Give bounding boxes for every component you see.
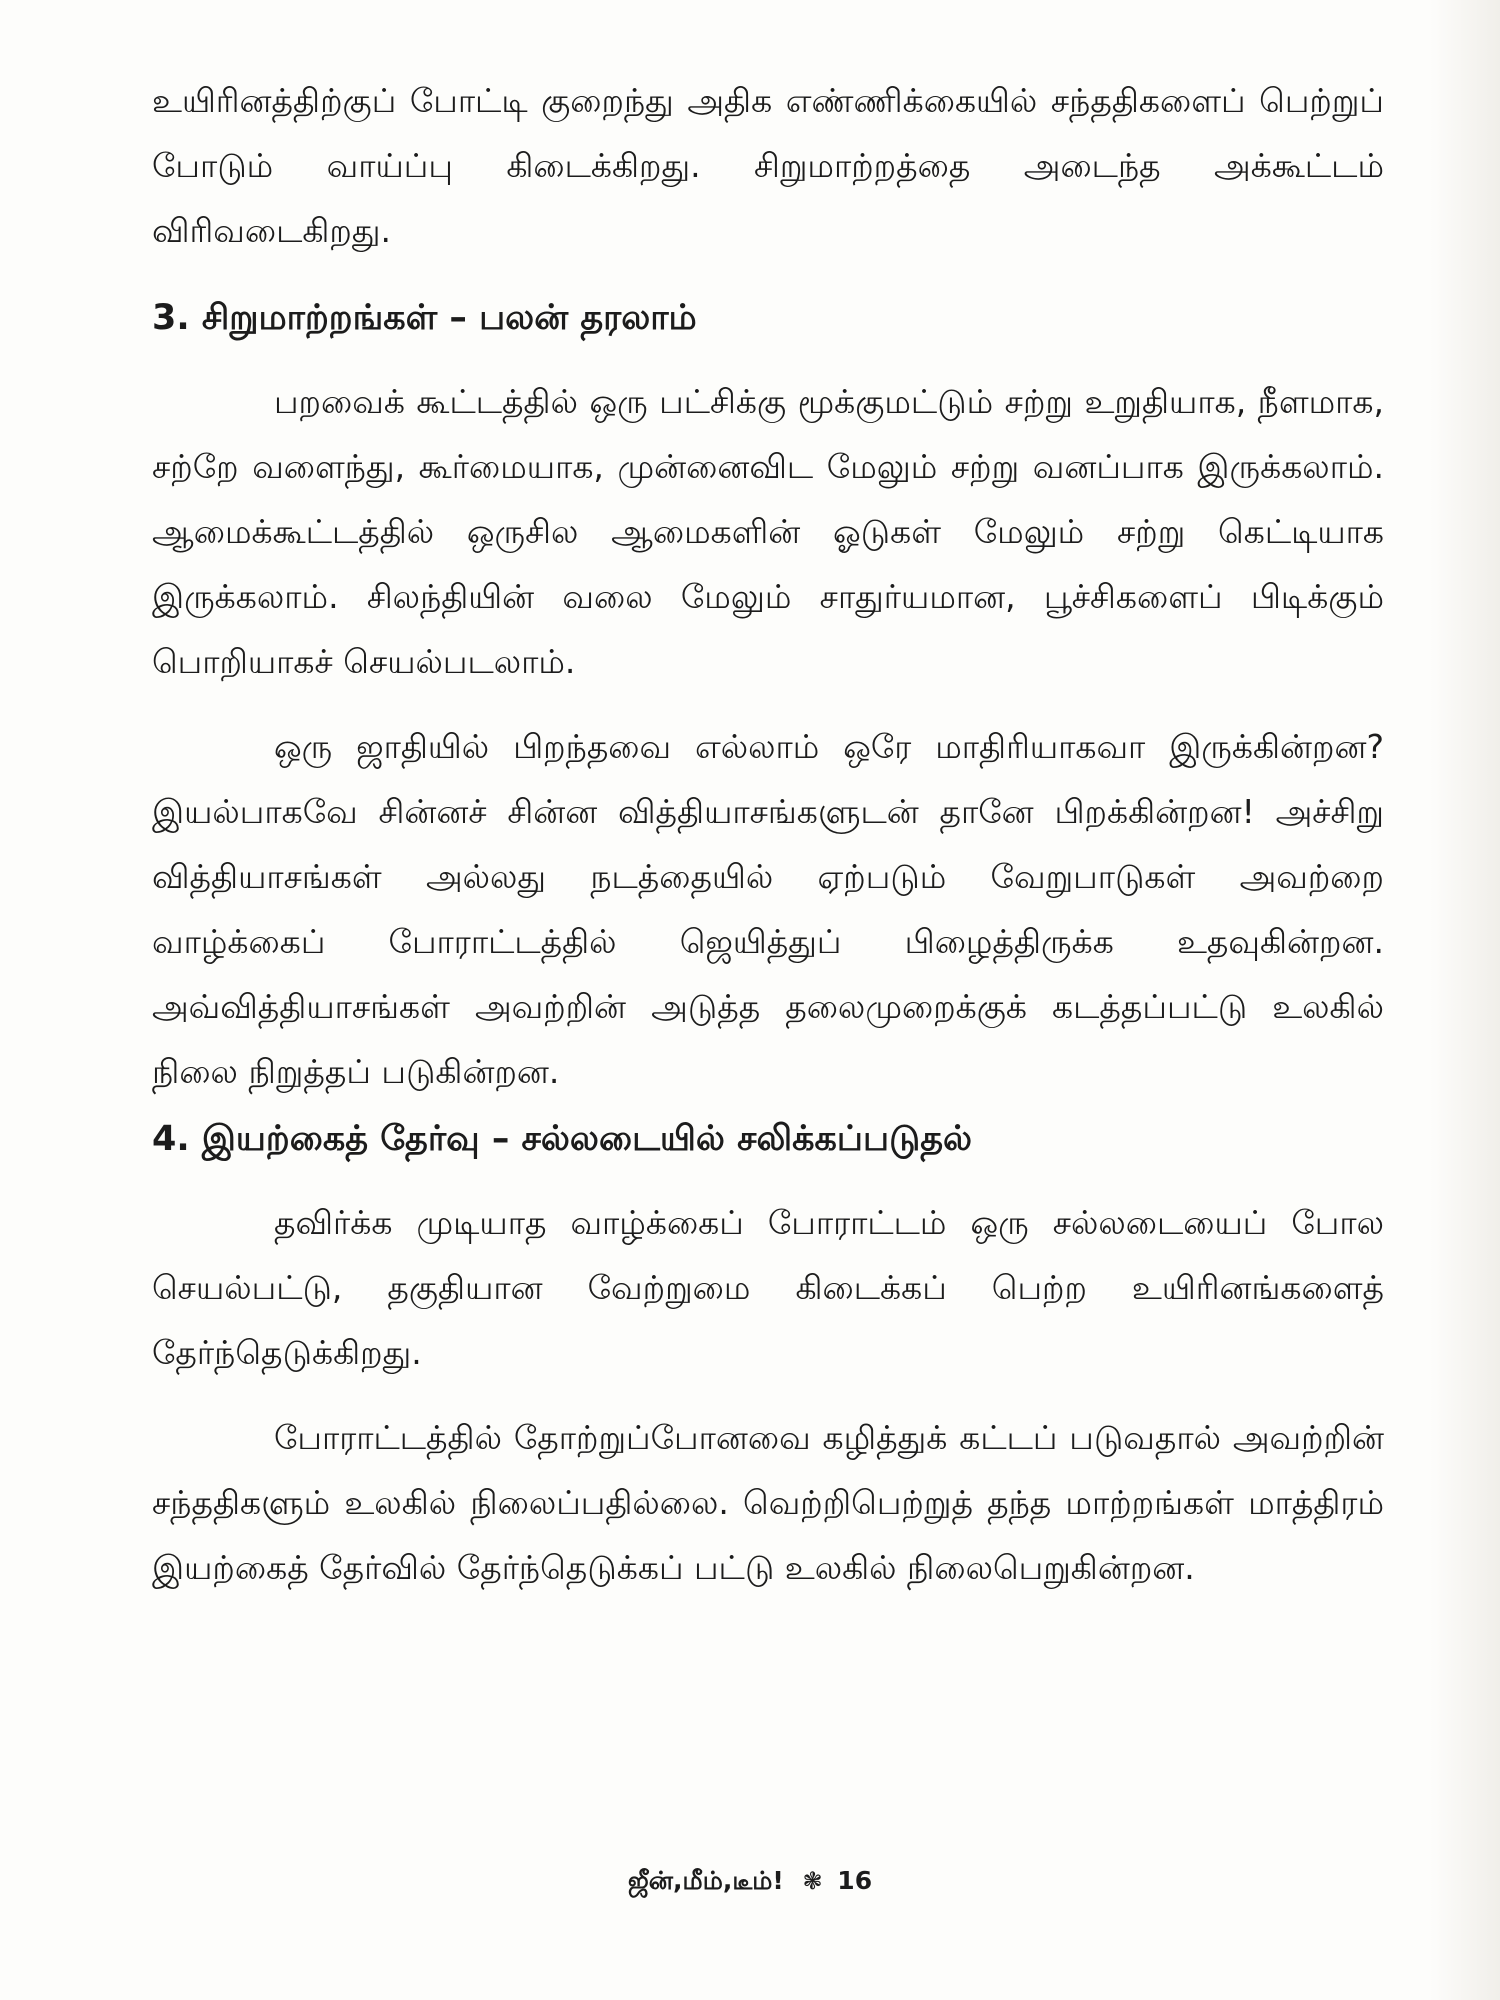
paragraph-continuation: உயிரினத்திற்குப் போட்டி குறைந்து அதிக எண்ணிக்கையில் சந்ததிகளைப் பெற்றுப் போடும் வாய்ப்பு கிடைக்கிறது. சிறுமாற்றத்தை அடைந்த அக்கூட்டம் விரிவடைகிறது. xyxy=(152,81,1384,250)
page-footer xyxy=(0,1866,1500,1899)
section-heading-3: 3. சிறுமாற்றங்கள் – பலன் தரலாம் xyxy=(152,298,697,338)
page-number: 16 xyxy=(837,1866,873,1895)
paragraph-sieve: தவிர்க்க முடியாத வாழ்க்கைப் போராட்டம் ஒரு சல்லடையைப் போல செயல்பட்டு, தகுதியான வேற்றுமை கிடைக்கப் பெற்ற உயிரினங்களைத் தேர்ந்தெடுக்கிறது. xyxy=(152,1203,1384,1372)
paragraph-natural-selection: போராட்டத்தில் தோற்றுப்போனவை கழித்துக் கட்டப் படுவதால் அவற்றின் சந்ததிகளும் உலகில் நிலைப்பதில்லை. வெற்றிபெற்றுத் தந்த மாற்றங்கள் மாத்திரம் இயற்கைத் தேர்வில் தேர்ந்தெடுக்கப் பட்டு உலகில் நிலைபெறுகின்றன. xyxy=(152,1418,1384,1587)
paragraph-bird-beak: பறவைக் கூட்டத்தில் ஒரு பட்சிக்கு மூக்குமட்டும் சற்று உறுதியாக, நீளமாக, சற்றே வளைந்து, கூர்மையாக, முன்னைவிட மேலும் சற்று வனப்பாக இருக்கலாம். ஆமைக்கூட்டத்தில் ஒருசில ஆமைகளின் ஓடுகள் மேலும் சற்று கெட்டியாக இருக்கலாம். சிலந்தியின் வலை மேலும் சாதுர்யமான, பூச்சிகளைப் பிடிக்கும் பொறியாகச் செயல்படலாம். xyxy=(152,382,1384,681)
page-body xyxy=(152,68,1384,1600)
paragraph-small-differences: ஒரு ஜாதியில் பிறந்தவை எல்லாம் ஒரே மாதிரியாகவா இருக்கின்றன? இயல்பாகவே சின்னச் சின்ன வித்தியாசங்களுடன் தானே பிறக்கின்றன! அச்சிறு வித்தியாசங்கள் அல்லது நடத்தையில் ஏற்படும் வேறுபாடுகள் அவற்றை வாழ்க்கைப் போராட்டத்தில் ஜெயித்துப் பிழைத்திருக்க உதவுகின்றன. அவ்வித்தியாசங்கள் அவற்றின் அடுத்த தலைமுறைக்குக் கடத்தப்பட்டு உலகில் நிலை நிறுத்தப் படுகின்றன. xyxy=(152,727,1384,1091)
section-heading-4: 4. இயற்கைத் தேர்வு – சல்லடையில் சலிக்கப்படுதல் xyxy=(152,1119,973,1159)
footer-book-title: ஜீன்,மீம்,டீம்! xyxy=(627,1866,784,1895)
flower-ornament-icon: ❃ xyxy=(802,1867,823,1895)
